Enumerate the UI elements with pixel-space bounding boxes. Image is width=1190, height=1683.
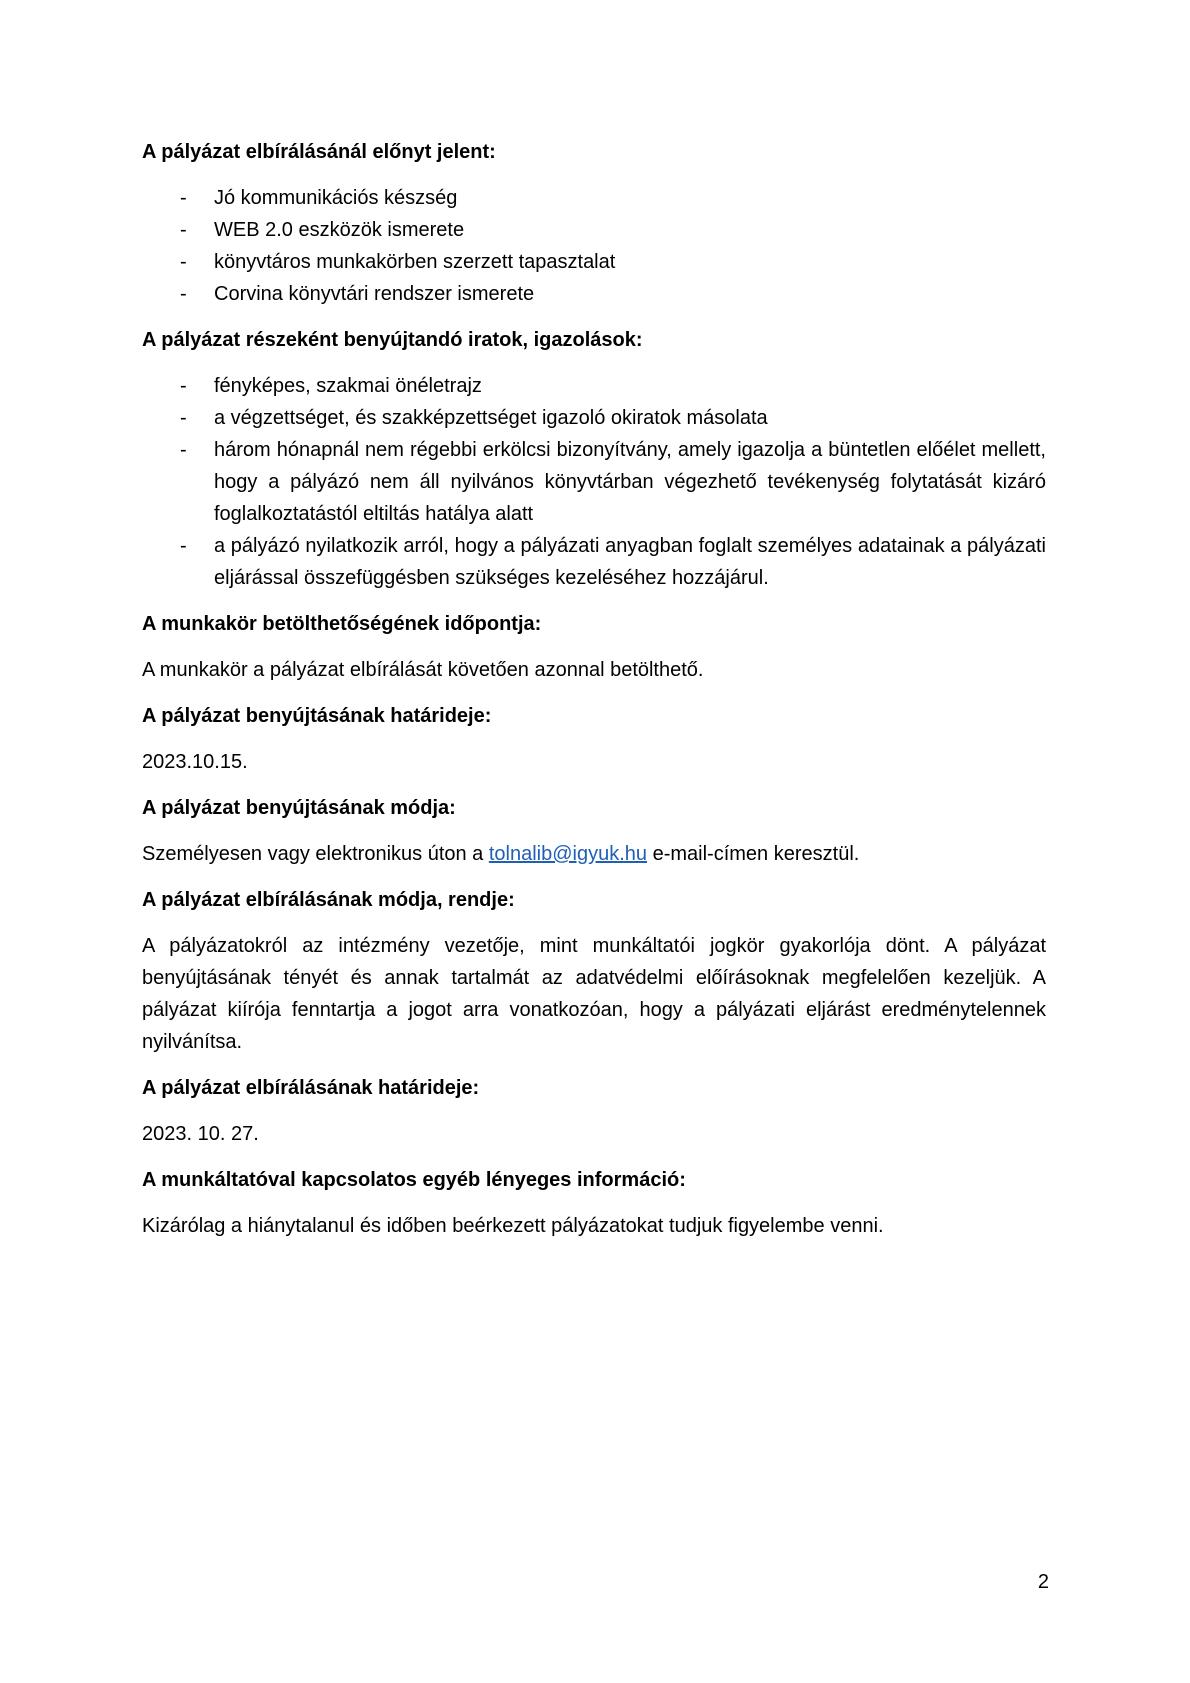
section-heading-submission: A pályázat benyújtásának módja:	[142, 797, 456, 819]
email-link[interactable]: tolnalib@igyuk.hu	[488, 843, 648, 865]
section-heading-documents: A pályázat részeként benyújtandó iratok, igazolások:	[142, 329, 643, 351]
bullet-dash: -	[180, 439, 187, 461]
section-heading-other-info: A munkáltatóval kapcsolatos egyéb lényeges információ:	[142, 1169, 686, 1191]
bullet-dash: -	[180, 187, 187, 209]
list-item-text: Jó kommunikációs készség	[214, 187, 458, 209]
document-body	[142, 136, 1046, 1256]
bullet-dash: -	[180, 375, 187, 397]
other-info-text: Kizárólag a hiánytalanul és időben beérkezett pályázatokat tudjuk figyelembe venni.	[142, 1215, 884, 1237]
list-item-text: Corvina könyvtári rendszer ismerete	[214, 283, 535, 305]
list-item	[142, 530, 1046, 594]
list-item	[142, 182, 1046, 214]
list-item	[142, 402, 1046, 434]
list-item-text: könyvtáros munkakörben szerzett tapasztalat	[214, 251, 616, 273]
evaluation-method-text: A pályázatokról az intézmény vezetője, mint munkáltatói jogkör gyakorlója dönt. A pályázat benyújtásának tényét és annak tartalmát az adatvédelmi előírásoknak megfelelően kezeljük. A pályázat kiírója fenntartja a jogot arra vonatkozóan, hogy a pályázati eljárást eredménytelennek nyilvánítsa.	[142, 935, 1046, 1053]
bullet-dash: -	[180, 219, 187, 241]
section-heading-evaluation-method: A pályázat elbírálásának módja, rendje:	[142, 889, 515, 911]
start-date-text: A munkakör a pályázat elbírálását követően azonnal betölthető.	[142, 659, 704, 681]
bullet-dash: -	[180, 251, 187, 273]
list-item	[142, 214, 1046, 246]
deadline-date: 2023.10.15.	[142, 751, 248, 773]
submission-text-after: e-mail-címen keresztül.	[647, 843, 860, 865]
bullet-dash: -	[180, 535, 187, 557]
list-item-text: három hónapnál nem régebbi erkölcsi bizonyítvány, amely igazolja a büntetlen előélet mellett, hogy a pályázó nem áll nyilvános könyvtárban végezhető tevékenység folytatását kizáró foglalkoztatástól eltiltás hatálya alatt	[214, 439, 1046, 525]
bullet-dash: -	[180, 283, 187, 305]
list-item-text: a pályázó nyilatkozik arról, hogy a pályázati anyagban foglalt személyes adatainak a pályázati eljárással összefüggésben szükséges kezeléséhez hozzájárul.	[214, 535, 1046, 589]
list-item	[142, 370, 1046, 402]
page-number: 2	[1037, 1571, 1049, 1593]
documents-list	[142, 370, 1046, 594]
submission-text-before: Személyesen vagy elektronikus úton a	[142, 843, 489, 865]
section-heading-start-date: A munkakör betölthetőségének időpontja:	[142, 613, 542, 635]
list-item-text: fényképes, szakmai önéletrajz	[214, 375, 482, 397]
bullet-dash: -	[180, 407, 187, 429]
evaluation-deadline-date: 2023. 10. 27.	[142, 1123, 259, 1145]
section-heading-advantages: A pályázat elbírálásánál előnyt jelent:	[142, 141, 496, 163]
list-item	[142, 246, 1046, 278]
list-item	[142, 278, 1046, 310]
list-item	[142, 434, 1046, 530]
section-heading-deadline: A pályázat benyújtásának határideje:	[142, 705, 492, 727]
advantages-list	[142, 182, 1046, 310]
submission-text	[142, 838, 1046, 870]
list-item-text: a végzettséget, és szakképzettséget igazoló okiratok másolata	[214, 407, 768, 429]
section-heading-evaluation-deadline: A pályázat elbírálásának határideje:	[142, 1077, 480, 1099]
list-item-text: WEB 2.0 eszközök ismerete	[214, 219, 465, 241]
